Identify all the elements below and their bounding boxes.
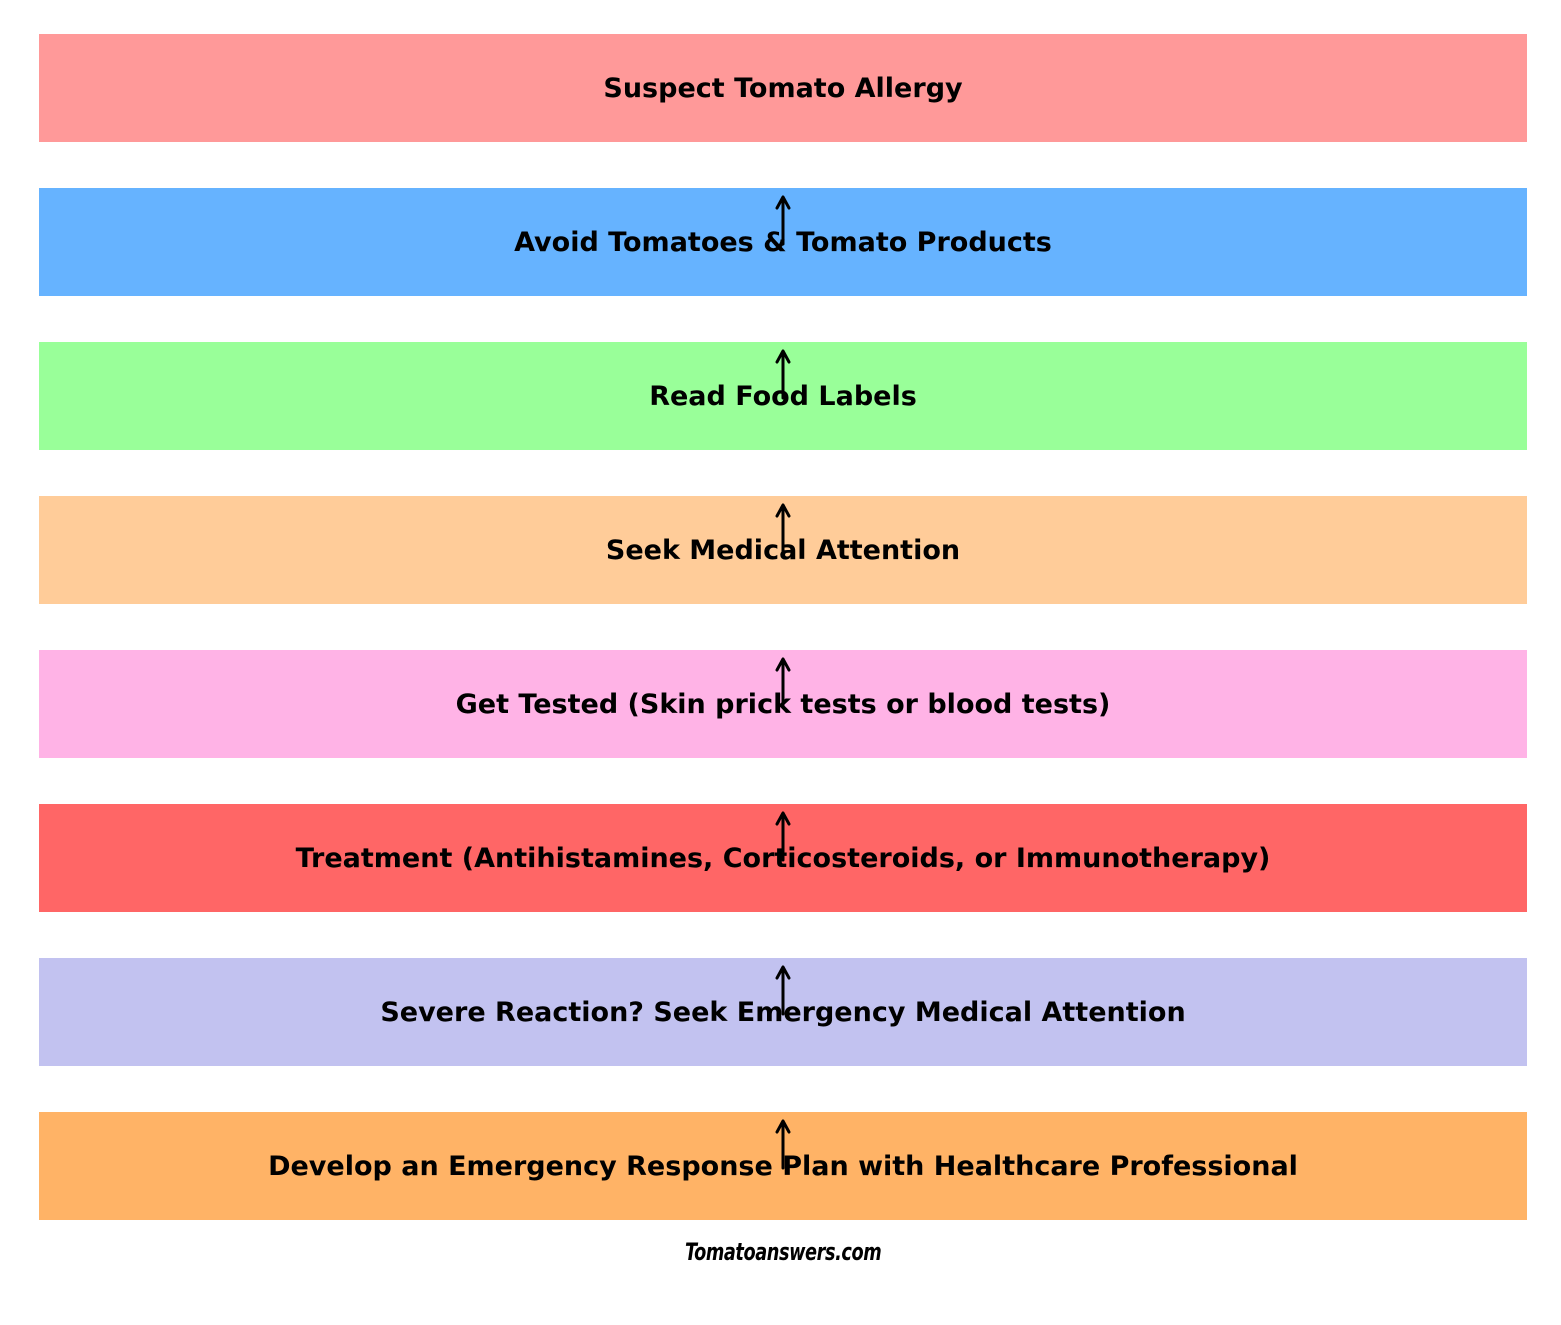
step-label: Severe Reaction? Seek Emergency Medical Attention — [380, 996, 1186, 1028]
step-label: Suspect Tomato Allergy — [603, 72, 963, 104]
step-avoid-tomatoes — [39, 188, 1527, 296]
step-suspect-allergy — [39, 34, 1527, 142]
step-severe-reaction — [39, 958, 1527, 1066]
step-label: Avoid Tomatoes & Tomato Products — [514, 226, 1052, 258]
step-read-labels — [39, 342, 1527, 450]
step-emergency-plan — [39, 1112, 1527, 1220]
step-get-tested — [39, 650, 1527, 758]
step-label: Get Tested (Skin prick tests or blood tests) — [455, 688, 1111, 720]
footer-watermark: Tomatoanswers.com — [684, 1238, 882, 1266]
step-label: Develop an Emergency Response Plan with Healthcare Professional — [268, 1150, 1298, 1182]
step-label: Seek Medical Attention — [605, 534, 961, 566]
step-label: Read Food Labels — [649, 380, 917, 412]
step-treatment — [39, 804, 1527, 912]
step-label: Treatment (Antihistamines, Corticosteroids, or Immunotherapy) — [295, 842, 1271, 874]
step-seek-medical-attention — [39, 496, 1527, 604]
